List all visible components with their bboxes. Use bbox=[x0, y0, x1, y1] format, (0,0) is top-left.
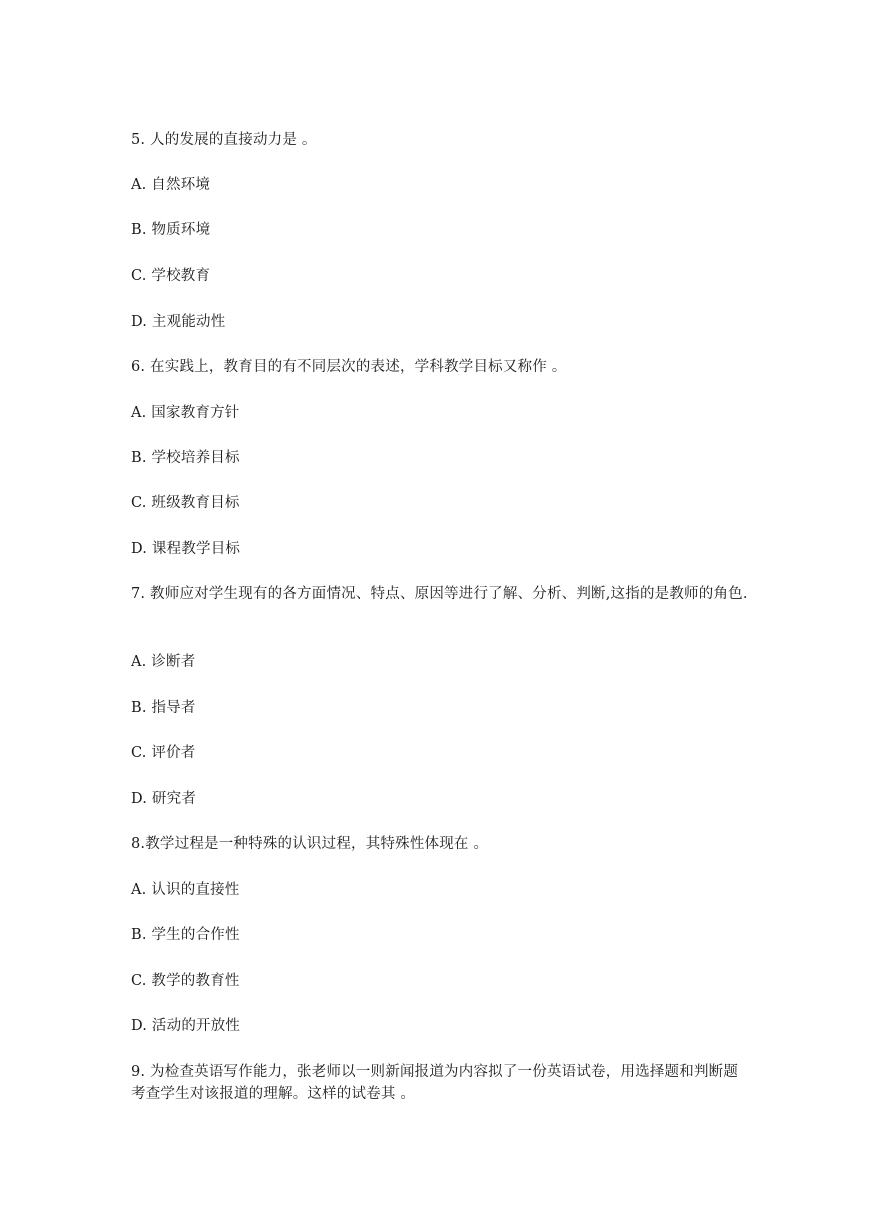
q6-option-a: A. 国家教育方针 bbox=[131, 405, 240, 421]
q7-option-a: A. 诊断者 bbox=[131, 654, 196, 670]
q7-option-d: D. 研究者 bbox=[131, 791, 197, 807]
question-5: 5. 人的发展的直接动力是 。 bbox=[131, 132, 317, 148]
q5-option-a: A. 自然环境 bbox=[131, 177, 211, 193]
q5-option-d: D. 主观能动性 bbox=[131, 314, 226, 330]
q7-option-b: B. 指导者 bbox=[131, 700, 196, 716]
q8-option-a: A. 认识的直接性 bbox=[131, 882, 240, 898]
question-7: 7. 教师应对学生现有的各方面情况、特点、原因等进行了解、分析、判断,这指的是教师的角色. bbox=[131, 586, 748, 602]
question-9: 9. 为检查英语写作能力，张老师以一则新闻报道为内容拟了一份英语试卷，用选择题和判断题考查学生对该报道的理解。这样的试卷其 。 bbox=[131, 1064, 739, 1102]
question-8: 8.教学过程是一种特殊的认识过程，其特殊性体现在 。 bbox=[131, 836, 489, 852]
q6-option-c: C. 班级教育目标 bbox=[131, 495, 240, 511]
q7-option-c: C. 评价者 bbox=[131, 745, 196, 761]
q5-option-b: B. 物质环境 bbox=[131, 222, 211, 238]
q8-option-d: D. 活动的开放性 bbox=[131, 1018, 241, 1034]
q8-option-b: B. 学生的合作性 bbox=[131, 927, 240, 943]
question-6: 6. 在实践上，教育目的有不同层次的表述，学科教学目标又称作 。 bbox=[131, 359, 567, 375]
q6-option-b: B. 学校培养目标 bbox=[131, 450, 240, 466]
q5-option-c: C. 学校教育 bbox=[131, 268, 211, 284]
q8-option-c: C. 教学的教育性 bbox=[131, 973, 240, 989]
q6-option-d: D. 课程教学目标 bbox=[131, 541, 241, 557]
